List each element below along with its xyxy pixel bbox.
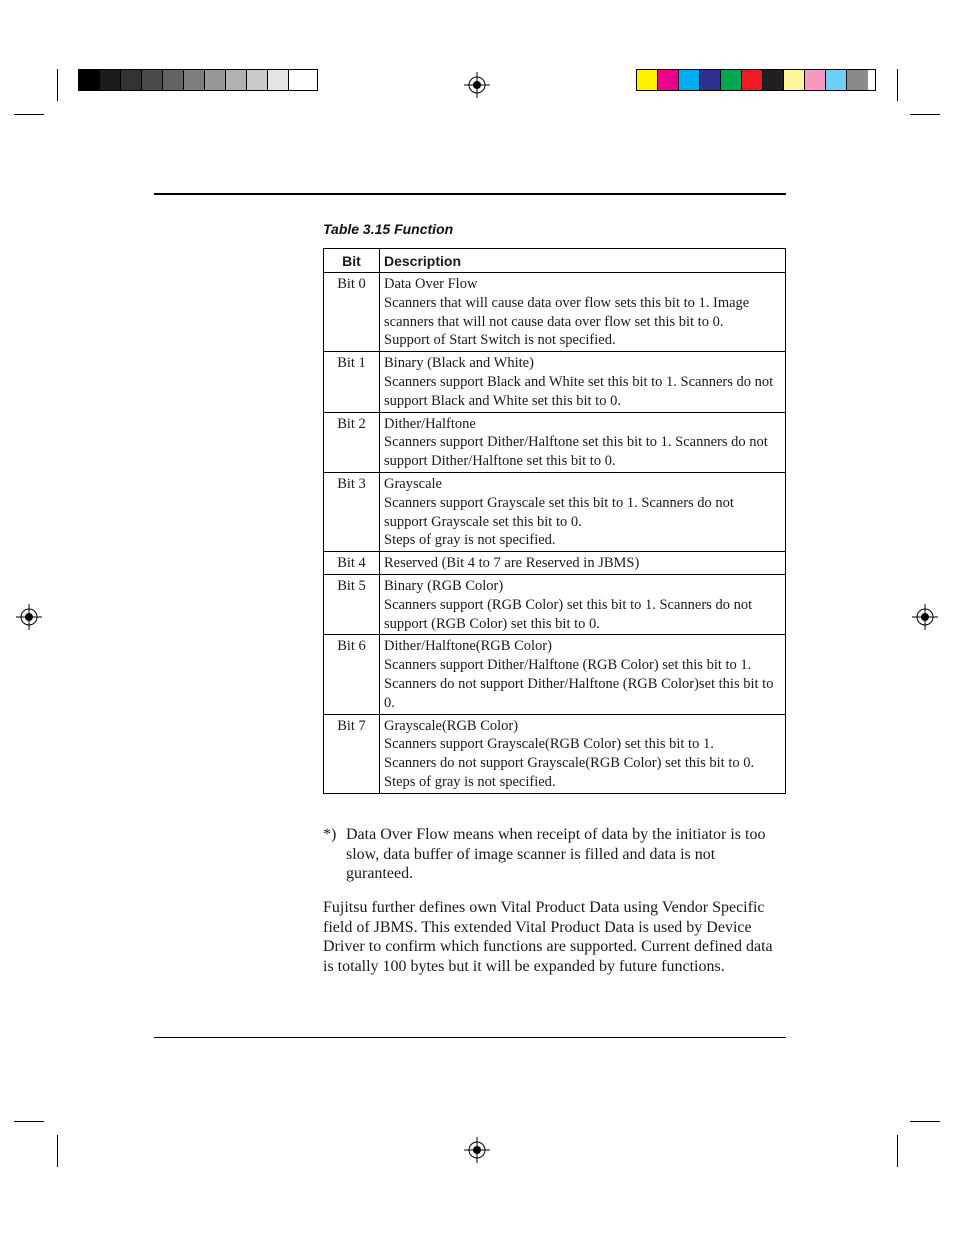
footnote (323, 825, 773, 884)
description-cell (380, 472, 786, 551)
footer-rule (154, 1037, 786, 1038)
color-swatch (721, 70, 742, 90)
color-swatch (763, 70, 784, 90)
process-color-bar (636, 69, 876, 91)
description-text: Scanners support Grayscale set this bit to 1. Scanners do not support Grayscale set this bit to 0. Steps of gray is not specified. (384, 494, 734, 549)
header-rule (154, 193, 786, 195)
description-title: Binary (Black and White) (384, 355, 534, 372)
footnote-mark: *) (323, 826, 337, 843)
column-header-description: Description (380, 249, 786, 273)
table-row (324, 472, 786, 551)
description-cell (380, 273, 786, 352)
table-caption: Table 3.15 Function (323, 221, 454, 237)
table-row (324, 574, 786, 634)
table-row (324, 635, 786, 714)
description-cell (380, 714, 786, 793)
color-swatch (226, 70, 247, 90)
bit-cell: Bit 5 (324, 574, 380, 634)
description-text: Scanners that will cause data over flow sets this bit to 1. Image scanners that will not cause data over flow set this bit to 0. Support of Start Switch is not specified. (384, 294, 750, 349)
color-swatch (784, 70, 805, 90)
table-row (324, 714, 786, 793)
color-swatch (289, 70, 310, 90)
bit-cell: Bit 3 (324, 472, 380, 551)
description-title: Grayscale(RGB Color) (384, 717, 519, 734)
description-title: Grayscale (384, 475, 442, 492)
description-title: Reserved (Bit 4 to 7 are Reserved in JBMS) (384, 555, 640, 572)
description-title: Binary (RGB Color) (384, 577, 504, 594)
color-swatch (826, 70, 847, 90)
description-text: Scanners support Dither/Halftone (RGB Color) set this bit to 1. Scanners do not support Dither/Halftone (RGB Color)set this bit to 0. (384, 657, 774, 711)
color-swatch (847, 70, 868, 90)
bit-cell: Bit 4 (324, 552, 380, 575)
color-swatch (679, 70, 700, 90)
color-swatch (142, 70, 163, 90)
color-swatch (805, 70, 826, 90)
registration-mark-icon (464, 72, 490, 98)
color-swatch (79, 70, 100, 90)
bit-cell: Bit 2 (324, 412, 380, 472)
description-cell (380, 635, 786, 714)
function-table (323, 248, 786, 794)
color-swatch (247, 70, 268, 90)
color-swatch (163, 70, 184, 90)
bit-cell: Bit 6 (324, 635, 380, 714)
registration-mark-icon (912, 604, 938, 630)
description-title: Data Over Flow (384, 276, 478, 292)
color-swatch (121, 70, 142, 90)
color-swatch (100, 70, 121, 90)
bit-cell: Bit 7 (324, 714, 380, 793)
bit-cell: Bit 1 (324, 352, 380, 412)
description-title: Dither/Halftone (384, 415, 476, 432)
table-row (324, 273, 786, 352)
color-swatch (742, 70, 763, 90)
bit-cell: Bit 0 (324, 273, 380, 352)
table-row (324, 412, 786, 472)
body-paragraph: Fujitsu further defines own Vital Product Data using Vendor Specific field of JBMS. This extended Vital Product Data is used by Device Driver to confirm which functions are supported. Current defined data is totally 100 bytes but it will be expanded by future functions. (323, 899, 773, 975)
table-header-row (324, 249, 786, 273)
registration-mark-icon (16, 604, 42, 630)
table-row (324, 552, 786, 575)
description-text: Scanners support Grayscale(RGB Color) set this bit to 1. Scanners do not support Grayscale(RGB Color) set this bit to 0. Steps of gray is not specified. (384, 736, 755, 790)
description-cell (380, 552, 786, 575)
color-swatch (184, 70, 205, 90)
registration-mark-icon (464, 1137, 490, 1163)
color-swatch (205, 70, 226, 90)
color-swatch (268, 70, 289, 90)
description-cell (380, 352, 786, 412)
description-text: Scanners support Black and White set this bit to 1. Scanners do not support Black and White set this bit to 0. (384, 373, 774, 409)
description-title: Dither/Halftone(RGB Color) (384, 638, 552, 655)
description-cell (380, 574, 786, 634)
color-swatch (700, 70, 721, 90)
footnote-text: Data Over Flow means when receipt of data by the initiator is too slow, data buffer of image scanner is filled and data is not guranteed. (346, 826, 766, 883)
color-swatch (658, 70, 679, 90)
grayscale-color-bar (78, 69, 318, 91)
description-text: Scanners support (RGB Color) set this bit to 1. Scanners do not support (RGB Color) set this bit to 0. (384, 596, 753, 632)
description-cell (380, 412, 786, 472)
color-swatch (637, 70, 658, 90)
table-row (324, 352, 786, 412)
column-header-bit: Bit (324, 249, 380, 273)
description-text: Scanners support Dither/Halftone set this bit to 1. Scanners do not support Dither/Halftone set this bit to 0. (384, 434, 768, 470)
